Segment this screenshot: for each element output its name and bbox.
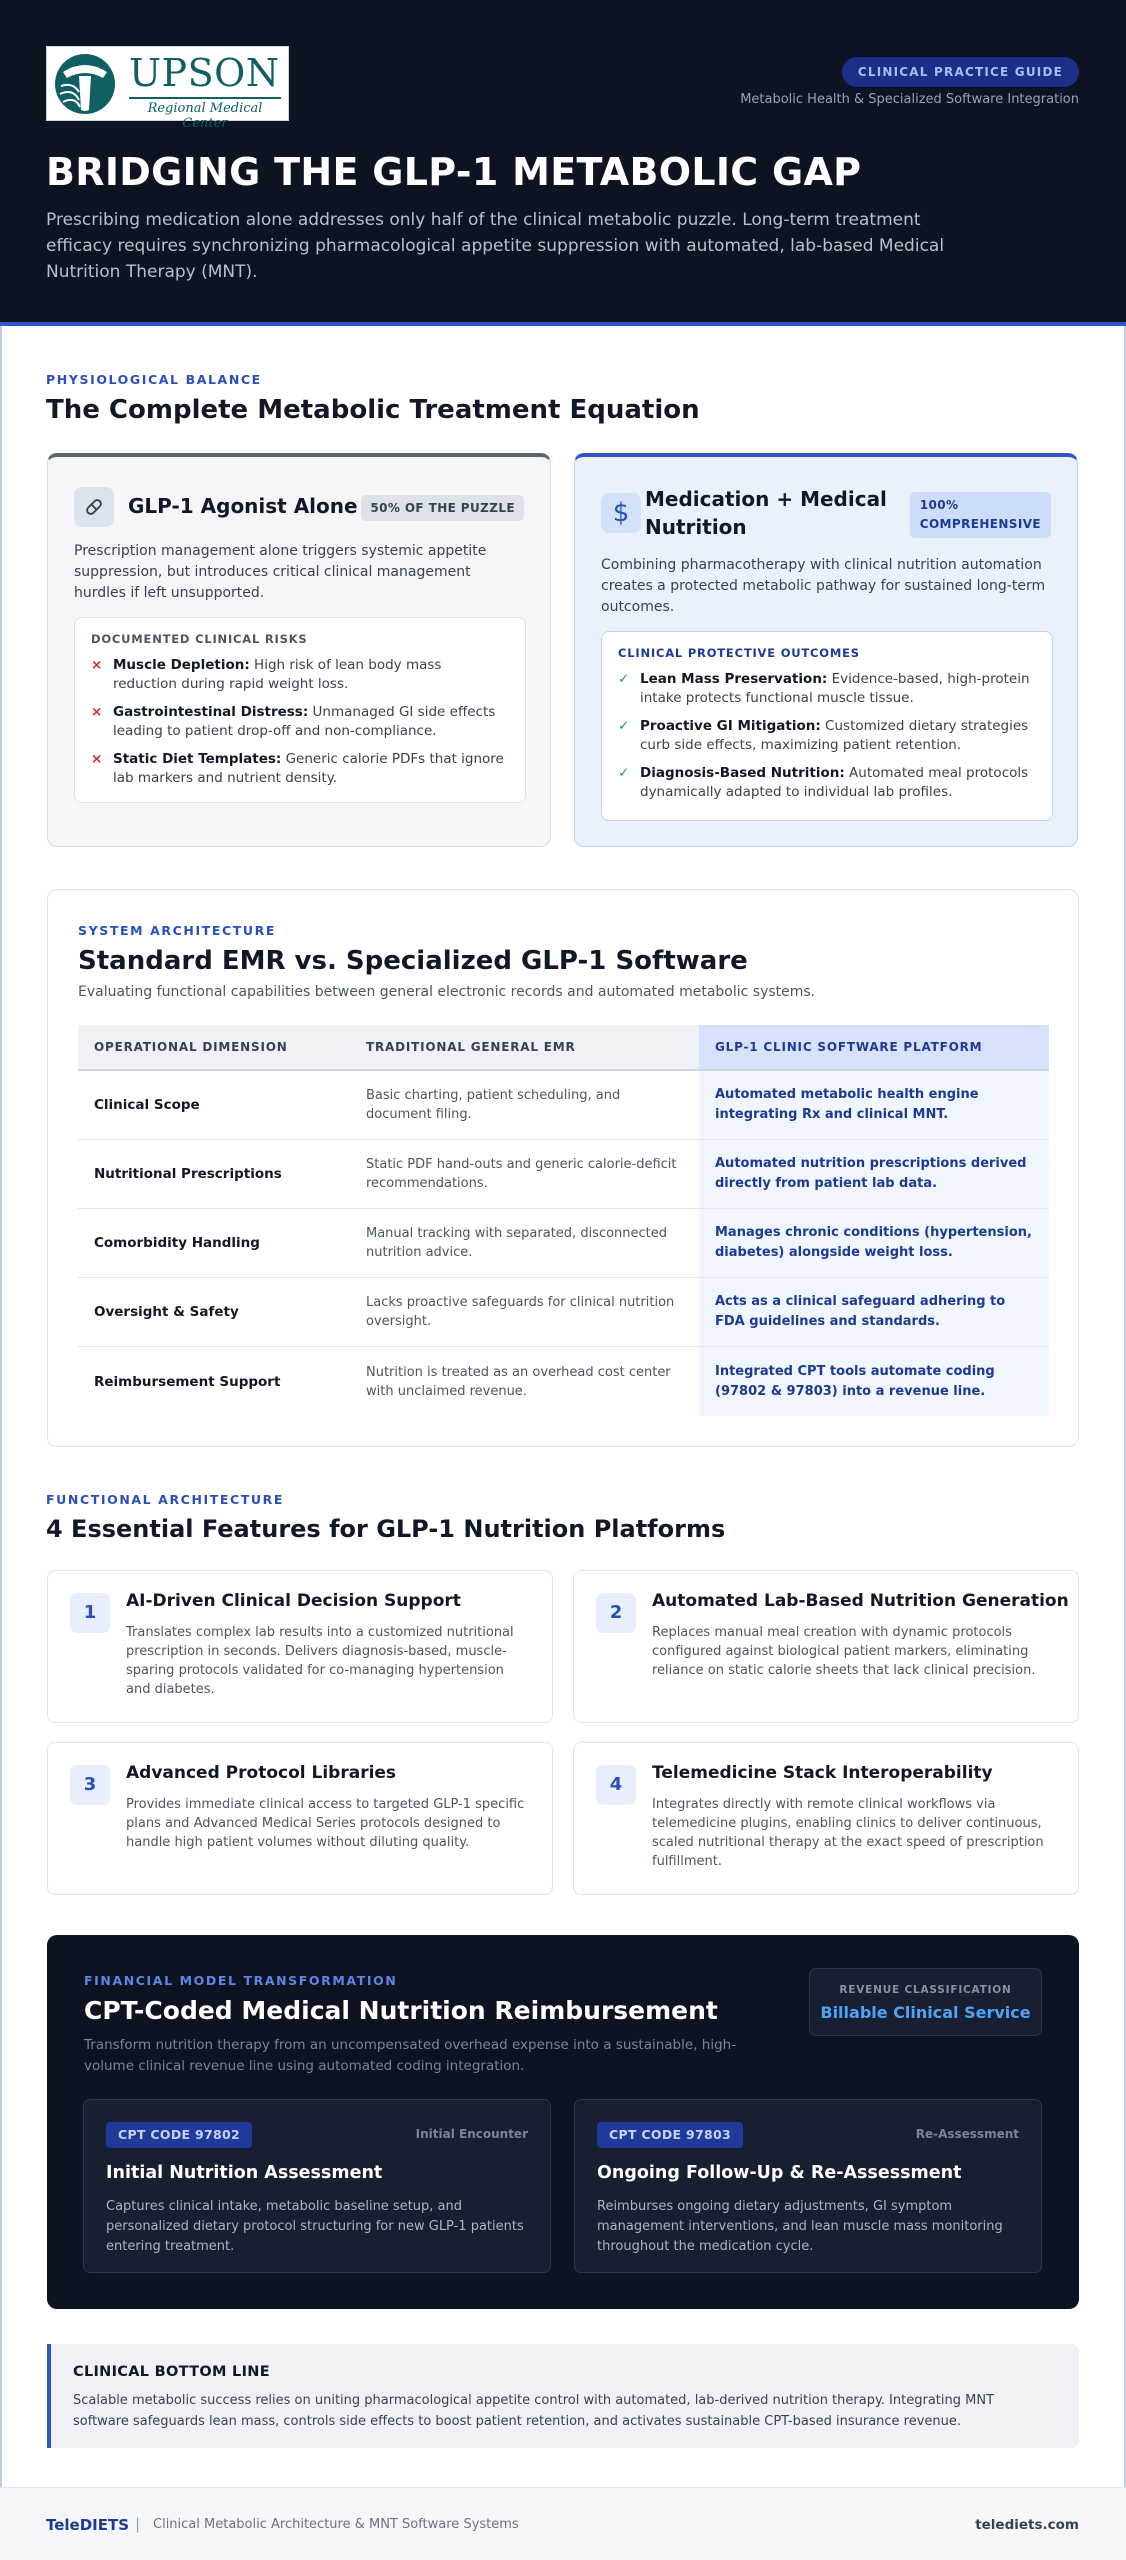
cpt-code-badge: CPT CODE 97803	[597, 2122, 743, 2148]
revenue-label: REVENUE CLASSIFICATION	[839, 1984, 1012, 1996]
logo-subtitle: Regional Medical Center	[129, 97, 281, 131]
feature-number: 2	[596, 1593, 636, 1633]
footer-separator: |	[135, 2515, 141, 2533]
puzzle-badge: 50% OF THE PUZZLE	[361, 495, 524, 521]
check-icon: ✓	[618, 718, 630, 734]
table-cell: Acts as a clinical safeguard adhering to FDA guidelines and standards.	[699, 1278, 1049, 1346]
risk-item: × Gastrointestinal Distress: Unmanaged GI side effects leading to patient drop-off and non-compliance.	[91, 704, 496, 739]
clinical-guide-badge: CLINICAL PRACTICE GUIDE	[842, 57, 1079, 87]
footer-brand[interactable]: TeleDIETS	[46, 2516, 130, 2534]
outcomes-heading: CLINICAL PROTECTIVE OUTCOMES	[618, 646, 860, 660]
guide-subtitle: Metabolic Health & Specialized Software Integration	[740, 92, 1079, 107]
x-icon: ×	[91, 751, 103, 767]
features-eyebrow: FUNCTIONAL ARCHITECTURE	[46, 1492, 285, 1507]
risk-item: × Static Diet Templates: Generic calorie PDFs that ignore lab markers and nutrient density.	[91, 751, 504, 786]
feature-number: 4	[596, 1765, 636, 1805]
column-header: TRADITIONAL GENERAL EMR	[366, 1040, 576, 1054]
table-cell: Nutritional Prescriptions	[94, 1166, 282, 1182]
architecture-eyebrow: SYSTEM ARCHITECTURE	[78, 923, 276, 938]
table-cell: Static PDF hand-outs and generic calorie-deficit recommendations.	[366, 1157, 677, 1191]
medication-nutrition-desc: Combining pharmacotherapy with clinical nutrition automation creates a protected metabolic pathway for sustained long-term outcomes.	[601, 557, 1046, 615]
feature-card	[573, 1742, 1079, 1895]
check-icon: ✓	[618, 765, 630, 781]
financial-title: CPT-Coded Medical Nutrition Reimbursement	[84, 1996, 718, 2025]
page-intro: Prescribing medication alone addresses only half of the clinical metabolic puzzle. Long-term treatment efficacy requires synchronizing pharmacological appetite suppression with automated, lab-based Medical Nutrition Therapy (MNT).	[46, 210, 945, 282]
pill-icon	[74, 487, 114, 527]
cpt-desc: Reimburses ongoing dietary adjustments, GI symptom management interventions, and lean muscle mass monitoring throughout the medication cycle.	[597, 2199, 1003, 2254]
feature-card	[573, 1570, 1079, 1723]
feature-number: 1	[70, 1593, 110, 1633]
architecture-section	[47, 889, 1079, 1447]
feature-title: AI-Driven Clinical Decision Support	[126, 1591, 461, 1611]
table-cell: Automated nutrition prescriptions derived directly from patient lab data.	[699, 1140, 1049, 1208]
table-cell: Oversight & Safety	[94, 1304, 239, 1320]
bottom-line-title: CLINICAL BOTTOM LINE	[73, 2364, 270, 2380]
outcome-item: ✓ Lean Mass Preservation: Evidence-based, high-protein intake protects functional muscle tissue.	[618, 671, 1030, 706]
cpt-tag: Re-Assessment	[915, 2127, 1019, 2141]
cpt-tag: Initial Encounter	[415, 2127, 528, 2141]
feature-card	[47, 1570, 553, 1723]
feature-desc: Provides immediate clinical access to targeted GLP-1 specific plans and Advanced Medical Series protocols designed to handle high patient volumes without diluting quality.	[126, 1797, 525, 1850]
feature-title: Automated Lab-Based Nutrition Generation	[652, 1591, 1069, 1611]
comparison-table	[78, 1025, 1049, 1416]
footer-url-link[interactable]: telediets.com	[975, 2517, 1079, 2533]
cpt-card	[83, 2099, 551, 2273]
financial-eyebrow: FINANCIAL MODEL TRANSFORMATION	[84, 1973, 398, 1988]
footer	[0, 2487, 1126, 2560]
cpt-desc: Captures clinical intake, metabolic baseline setup, and personalized dietary protocol structuring for new GLP-1 patients entering treatment.	[106, 2199, 524, 2254]
bottom-line-text: Scalable metabolic success relies on uniting pharmacological appetite control with automated, lab-derived nutrition therapy. Integrating MNT software safeguards lean mass, controls side effects to boost patient retention, and activates sustainable CPT-based insurance revenue.	[73, 2393, 995, 2429]
cpt-card	[574, 2099, 1042, 2273]
table-row	[78, 1209, 1049, 1278]
risk-item: × Muscle Depletion: High risk of lean body mass reduction during rapid weight loss.	[91, 657, 442, 692]
cpt-code-badge: CPT CODE 97802	[106, 2122, 252, 2148]
clinical-bottom-line	[47, 2344, 1079, 2448]
x-icon: ×	[91, 657, 103, 673]
protective-outcomes-box	[601, 631, 1053, 821]
feature-desc: Integrates directly with remote clinical workflows via telemedicine plugins, enabling clinics to deliver continuous, scaled nutritional therapy at the exact speed of prescription fulfillment.	[652, 1797, 1044, 1869]
medication-nutrition-title: Medication + Medical Nutrition	[645, 487, 887, 539]
risks-heading: DOCUMENTED CLINICAL RISKS	[91, 632, 308, 646]
revenue-value: Billable Clinical Service	[820, 2003, 1031, 2022]
financial-desc: Transform nutrition therapy from an uncompensated overhead expense into a sustainable, high-volume clinical revenue line using automated coding integration.	[84, 2037, 737, 2074]
table-cell: Reimbursement Support	[94, 1373, 281, 1390]
hero-header	[0, 0, 1126, 326]
dollar-icon: $	[601, 493, 641, 533]
table-cell: Nutrition is treated as an overhead cost center with unclaimed revenue.	[366, 1364, 671, 1399]
features-title: 4 Essential Features for GLP-1 Nutrition Platforms	[46, 1515, 726, 1543]
feature-title: Advanced Protocol Libraries	[126, 1763, 397, 1783]
feature-title: Telemedicine Stack Interoperability	[652, 1763, 993, 1783]
architecture-title: Standard EMR vs. Specialized GLP-1 Software	[78, 946, 748, 976]
feature-desc: Translates complex lab results into a customized nutritional prescription in seconds. Delivers diagnosis-based, muscle-sparing protocols validated for co-managing hypertension and diabetes.	[126, 1625, 514, 1697]
column-header: OPERATIONAL DIMENSION	[94, 1040, 288, 1054]
table-cell: Automated metabolic health engine integrating Rx and clinical MNT.	[699, 1071, 1049, 1139]
feature-desc: Replaces manual meal creation with dynamic protocols configured against biological patient markers, eliminating reliance on static calorie sheets that lack clinical precision.	[652, 1625, 1036, 1678]
table-row	[78, 1140, 1049, 1209]
glp1-alone-card	[47, 453, 551, 847]
table-cell: Manual tracking with separated, disconnected nutrition advice.	[366, 1226, 668, 1260]
logo-name: UPSON	[129, 51, 280, 95]
cpt-title: Initial Nutrition Assessment	[106, 2163, 383, 2183]
table-cell: Integrated CPT tools automate coding (97802 & 97803) into a revenue line.	[699, 1347, 1049, 1416]
table-row	[78, 1347, 1049, 1416]
feature-card	[47, 1742, 553, 1895]
outcome-item: ✓ Diagnosis-Based Nutrition: Automated meal protocols dynamically adapted to individual lab profiles.	[618, 765, 1029, 800]
glp1-alone-title: GLP-1 Agonist Alone	[128, 494, 358, 518]
page-title: BRIDGING THE GLP-1 METABOLIC GAP	[46, 150, 862, 194]
architecture-desc: Evaluating functional capabilities between general electronic records and automated metabolic systems.	[78, 984, 816, 1000]
clinical-risks-box	[74, 617, 526, 803]
table-cell: Basic charting, patient scheduling, and document filing.	[366, 1088, 621, 1122]
table-cell: Clinical Scope	[94, 1097, 200, 1113]
upson-logo	[46, 46, 289, 131]
table-row	[78, 1071, 1049, 1140]
check-icon: ✓	[618, 671, 630, 687]
comprehensive-badge: 100% COMPREHENSIVE	[910, 492, 1051, 538]
upson-logo-mark	[53, 52, 117, 116]
balance-title: The Complete Metabolic Treatment Equation	[46, 395, 700, 425]
financial-section	[47, 1935, 1079, 2309]
glp1-alone-desc: Prescription management alone triggers systemic appetite suppression, but introduces critical clinical management hurdles if left unsupported.	[74, 543, 487, 601]
table-cell: Manages chronic conditions (hypertension, diabetes) alongside weight loss.	[699, 1209, 1049, 1277]
balance-eyebrow: PHYSIOLOGICAL BALANCE	[46, 372, 262, 387]
table-cell: Comorbidity Handling	[94, 1235, 260, 1251]
cpt-title: Ongoing Follow-Up & Re-Assessment	[597, 2163, 962, 2183]
revenue-classification-box	[809, 1968, 1042, 2036]
medication-nutrition-card	[574, 453, 1078, 847]
feature-number: 3	[70, 1765, 110, 1805]
column-header: GLP-1 CLINIC SOFTWARE PLATFORM	[699, 1025, 1049, 1069]
table-header-row	[78, 1025, 1049, 1071]
x-icon: ×	[91, 704, 103, 720]
table-row	[78, 1278, 1049, 1347]
table-cell: Lacks proactive safeguards for clinical nutrition oversight.	[366, 1295, 675, 1329]
footer-tagline: Clinical Metabolic Architecture & MNT Software Systems	[153, 2517, 519, 2532]
outcome-item: ✓ Proactive GI Mitigation: Customized dietary strategies curb side effects, maximizing patient retention.	[618, 718, 1029, 753]
